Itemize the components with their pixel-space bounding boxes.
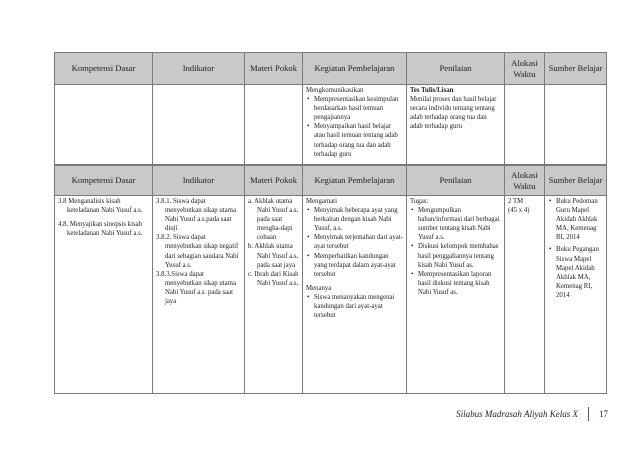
- penilaian-text: Menilai proses dan hasil belajar secara individu tentang tentang adab terhadap orang tua dan adab terhadap guru: [410, 96, 497, 131]
- footer-divider: [588, 407, 589, 421]
- cell-alokasi: [505, 85, 545, 165]
- header-kegiatan: Kegiatan Pembelajaran: [303, 53, 407, 85]
- cell-kd: [55, 196, 153, 394]
- cell-penilaian: [407, 196, 505, 394]
- cell-indikator: [153, 196, 245, 394]
- table-row: [55, 196, 607, 394]
- cell-sumber: [545, 196, 607, 394]
- kegiatan-title: Menanya: [306, 284, 332, 292]
- syllabus-table-bottom: [54, 165, 607, 394]
- kegiatan-list: [306, 95, 403, 159]
- materi-item: b. Akhlak utama Nabi Yusuf a.s. pada saat jaya: [248, 243, 299, 269]
- penilaian-title: Tes Tulis/Lisan: [410, 87, 454, 94]
- header-alokasi: Alokasi Waktu: [505, 166, 545, 196]
- list-item: • Diskusi kelompok membahas hasil penggaliannya tentang kisah Nabi Yusuf as.: [418, 242, 501, 269]
- header-kompetensi-dasar: Kompetensi Dasar: [55, 166, 153, 196]
- header-indikator: Indikator: [153, 166, 245, 196]
- header-sumber: Sumber Belajar: [545, 166, 607, 196]
- header-materi-pokok: Materi Pokok: [245, 53, 303, 85]
- list-item: • Menyimak beberapa ayat yang berkaitan dengan kisah Nabi Yusuf, a.s.: [314, 206, 403, 233]
- materi-item: c. Ibrah dari Kisah Nabi Yusuf a.s.: [248, 270, 299, 287]
- alokasi-detail: (45 x 4): [508, 207, 530, 215]
- sumber-list: [548, 197, 603, 300]
- kd-item: 3.8 Menganalisis kisah keteladanan Nabi Yusuf a.s.: [58, 198, 143, 215]
- cell-penilaian: [407, 85, 505, 165]
- penilaian-list: [410, 206, 501, 297]
- page-number: 17: [599, 409, 608, 419]
- alokasi-tm: 2 TM: [508, 198, 524, 205]
- header-penilaian: Penilaian: [407, 166, 505, 196]
- table-header-row: [55, 53, 607, 85]
- kegiatan-title: Mengamati: [306, 198, 337, 205]
- header-indikator: Indikator: [153, 53, 245, 85]
- syllabus-table-top: [54, 52, 607, 165]
- penilaian-title: Tugas:: [410, 198, 429, 205]
- list-item: • Mempresentasikan kesimpulan berdasarkan hasil temuan pengajiannya: [314, 95, 403, 122]
- list-item: • Memperhatikan kandungan yang terdapat dalam ayat-ayat tersebut: [314, 252, 403, 279]
- cell-sumber: [545, 85, 607, 165]
- page-footer: [456, 407, 608, 421]
- header-penilaian: Penilaian: [407, 53, 505, 85]
- kegiatan-title: Mengkomunikasikan: [306, 87, 364, 94]
- materi-item: a. Akhlak utama Nabi Yusuf a.s. pada saat mengha-dapi cobaan: [248, 198, 299, 242]
- list-item: • Mempresentasikan laporan hasil diskusi tentang kisah Nabi Yusuf as.: [418, 270, 501, 297]
- list-item: • Buku Pegangan Siswa Mapel Mapel Akidah Akhlak MA, Kemenag RI, 2014: [556, 245, 603, 300]
- cell-kegiatan: [303, 196, 407, 394]
- table-header-row: [55, 166, 607, 196]
- kegiatan-list: [306, 206, 403, 279]
- kd-item: 4.8. Menyajikan sinopsis kisah keteladanan Nabi Yusuf a.s.: [58, 221, 143, 238]
- cell-alokasi: [505, 196, 545, 394]
- indikator-item: 3.8.2. Siswa dapat menyebutkan sikap negatif dari sebagian saudara Nabi Yusuf a.s.: [156, 234, 239, 269]
- indikator-item: 3.8.1. Siswa dapat menyebutkan sikap utama Nabi Yusuf a.s.pada saat diuji: [156, 198, 236, 233]
- cell-materi: [245, 85, 303, 165]
- header-sumber: Sumber Belajar: [545, 53, 607, 85]
- header-kompetensi-dasar: Kompetensi Dasar: [55, 53, 153, 85]
- cell-kegiatan: [303, 85, 407, 165]
- list-item: • Mengumpulkan bahan/informasi dari berbagai sumber tentang kisah Nabi Yusuf a.s.: [418, 206, 501, 242]
- header-kegiatan: Kegiatan Pembelajaran: [303, 166, 407, 196]
- header-materi-pokok: Materi Pokok: [245, 166, 303, 196]
- footer-title: Silabus Madrasah Aliyah Kelas X: [456, 409, 578, 419]
- kegiatan-list: [306, 293, 403, 320]
- list-item: • Menyampaikan hasil belajar atau hasil temuan tentang adab terhadap orang tua dan adab terhadap guru: [314, 122, 403, 158]
- indikator-item: 3.8.3.Siswa dapat menyebutkan sikap utama Nabi Yusuf a.s. pada saat jaya: [156, 270, 236, 306]
- cell-materi: [245, 196, 303, 394]
- list-item: • Siswa menanyakan mengenai kandungan dari ayat-ayat tersebut: [314, 293, 403, 320]
- cell-kd: [55, 85, 153, 165]
- header-alokasi: Alokasi Waktu: [505, 53, 545, 85]
- list-item: • Buku Pedoman Guru Mapel Akidah Akhlak MA, Kemenag RI, 2014: [556, 197, 603, 242]
- cell-indikator: [153, 85, 245, 165]
- table-row: [55, 85, 607, 165]
- list-item: • Menyimak terjemahan dari ayat-ayat tersebut: [314, 233, 403, 251]
